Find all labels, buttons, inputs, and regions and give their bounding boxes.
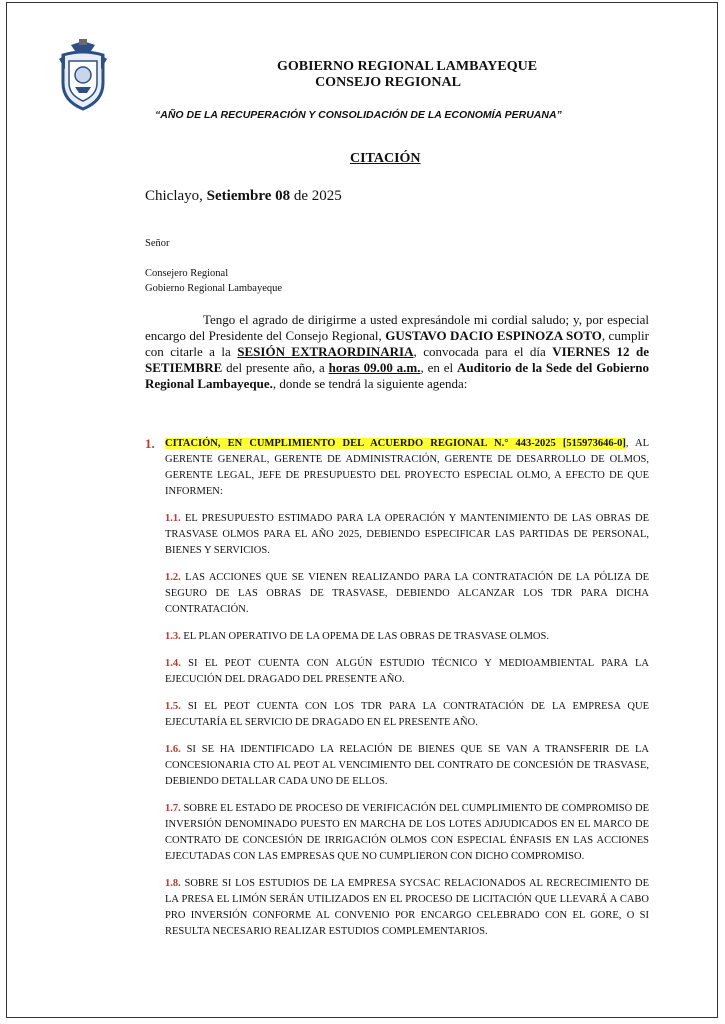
agenda-subitem	[145, 629, 649, 645]
agenda-item-text: , AL GERENTE GENERAL, GERENTE DE ADMINISTRACIÓN, GERENTE DE DESARROLLO DE OLMOS, GERENTE LEGAL, JEFE DE PRESUPUESTO DEL PROYECTO ESPECIAL OLMO, A EFECTO DE QUE INFORMEN:	[165, 438, 649, 497]
recipient	[145, 266, 282, 296]
subitem-text: LAS ACCIONES QUE SE VIENEN REALIZANDO PARA LA CONTRATACIÓN DE LA PÓLIZA DE SEGURO DE LAS OBRAS DE TRASVASE, DEBIENDO ALCANZAR LOS TDR PARA DICHA CONTRATACIÓN.	[165, 572, 649, 615]
subitem-number: 1.6.	[165, 744, 181, 755]
subitem-number: 1.8.	[165, 878, 181, 889]
recipient-institution: Gobierno Regional Lambayeque	[145, 283, 283, 294]
document-header	[7, 59, 717, 91]
subitem-number: 1.5.	[165, 701, 181, 712]
subitem-number: 1.4.	[165, 658, 181, 669]
session-day: VIERNES 12 de SETIEMBRE	[145, 344, 650, 375]
council-president: GUSTAVO DACIO ESPINOZA SOTO	[385, 328, 602, 343]
subitem-text: SI EL PEOT CUENTA CON ALGÚN ESTUDIO TÉCNICO Y MEDIOAMBIENTAL PARA LA EJECUCIÓN DEL DRAGADO DEL PRESENTE AÑO.	[165, 658, 649, 685]
salutation: Señor	[145, 238, 170, 249]
year-motto: “AÑO DE LA RECUPERACIÓN Y CONSOLIDACIÓN DE LA ECONOMÍA PERUANA”	[155, 109, 562, 121]
subitem-text: SOBRE SI LOS ESTUDIOS DE LA EMPRESA SYCSAC RELACIONADOS AL RECRECIMIENTO DE LA PRESA EL LIMÓN SERÁN UTILIZADOS EN EL PROCESO DE LICITACIÓN QUE LLEVARÁ A CABO PRO INVERSIÓN CONFORME AL CONVENIO POR ENCARGO CELEBRADO CON EL GORE, O SI RESULTA NECESARIO REALIZAR ESTUDIOS COMPLEMENTARIOS.	[165, 878, 649, 937]
agenda-subitem	[145, 876, 649, 940]
subitem-text: SI EL PEOT CUENTA CON LOS TDR PARA LA CONTRATACIÓN DE LA EMPRESA QUE EJECUTARÍA EL SERVICIO DE DRAGADO EN EL PRESENTE AÑO.	[165, 701, 649, 728]
session-place: Auditorio de la Sede del Gobierno Regional Lambayeque.	[145, 360, 650, 391]
date-year: de 2025	[293, 188, 342, 204]
document-title: CITACIÓN	[350, 151, 421, 166]
intro-text-5: , en el	[420, 360, 458, 375]
intro-text-3: , convocada para el día	[413, 344, 553, 359]
session-hour: horas 09.00 a.m.	[328, 360, 421, 375]
document-page	[6, 2, 718, 1018]
agenda-subitem	[145, 511, 649, 559]
intro-text-2: , cumplir con citarle a la	[145, 328, 649, 359]
subitem-number: 1.7.	[165, 803, 181, 814]
agenda-subitem	[145, 656, 649, 688]
agenda-subitem	[145, 801, 649, 865]
header-government: GOBIERNO REGIONAL LAMBAYEQUE	[276, 59, 538, 74]
intro-text-6: , donde se tendrá la siguiente agenda:	[272, 376, 468, 391]
subitem-number: 1.1.	[165, 513, 181, 524]
agenda-subitem	[145, 742, 649, 790]
header-council: CONSEJO REGIONAL	[315, 75, 461, 90]
intro-paragraph	[145, 312, 649, 392]
agenda-subitem	[145, 699, 649, 731]
subitem-text: EL PRESUPUESTO ESTIMADO PARA LA OPERACIÓN Y MANTENIMIENTO DE LAS OBRAS DE TRASVASE OLMOS PARA EL AÑO 2025, DEBIENDO ESPECIFICAR LAS PARTIDAS DE PERSONAL, BIENES Y SERVICIOS.	[165, 513, 649, 556]
agenda-subitem	[145, 570, 649, 618]
intro-text-4: del presente año, a	[222, 360, 329, 375]
agenda-item-highlight: CITACIÓN, EN CUMPLIMIENTO DEL ACUERDO REGIONAL N.° 443-2025 [515973646-0]	[165, 438, 626, 449]
recipient-role: Consejero Regional	[145, 268, 229, 279]
date-day: Setiembre 08	[206, 188, 291, 204]
subitem-text: EL PLAN OPERATIVO DE LA OPEMA DE LAS OBRAS DE TRASVASE OLMOS.	[183, 631, 549, 642]
date-city: Chiclayo,	[145, 188, 203, 204]
subitem-text: SI SE HA IDENTIFICADO LA RELACIÓN DE BIENES QUE SE VAN A TRANSFERIR DE LA CONCESIONARIA CTO AL PEOT AL VENCIMIENTO DEL CONTRATO DE CONCESIÓN DE TRASVASE, DEBIENDO DETALLAR CADA UNO DE ELLOS.	[165, 744, 649, 787]
intro-text-1: Tengo el agrado de dirigirme a usted expresándole mi cordial saludo; y, por especial encargo del Presidente del Consejo Regional,	[145, 312, 649, 343]
subitem-number: 1.3.	[165, 631, 181, 642]
agenda-item-number: 1.	[145, 436, 155, 451]
agenda-item-1	[145, 436, 649, 500]
document-date	[145, 188, 342, 205]
session-type: SESIÓN EXTRAORDINARIA	[237, 344, 414, 359]
subitem-text: SOBRE EL ESTADO DE PROCESO DE VERIFICACIÓN DEL CUMPLIMIENTO DE COMPROMISO DE INVERSIÓN DENOMINADO PUESTO EN MARCHA DE LOS LOTES ADJUDICADOS EN EL MARCO DE CONTRATO DE CONCESIÓN DE IRRIGACIÓN OLMOS CON ESPECIAL ÉNFASIS EN LAS ACCIONES EJECUTADAS CON LAS EMPRESAS QUE NO CUMPLIERON CON DICHO COMPROMISO.	[165, 803, 650, 862]
subitem-number: 1.2.	[165, 572, 181, 583]
agenda	[145, 436, 649, 940]
